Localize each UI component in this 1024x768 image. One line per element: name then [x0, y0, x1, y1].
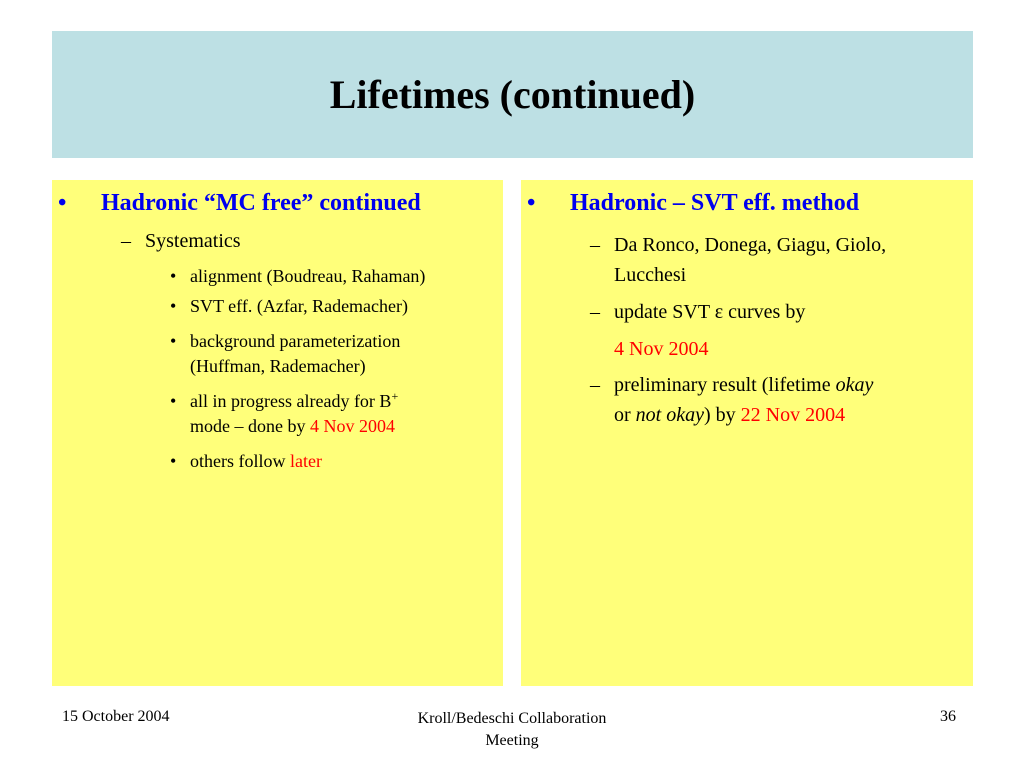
right-panel [521, 180, 973, 686]
dash-icon: – [590, 301, 600, 323]
bullet-icon: • [527, 190, 536, 216]
footer-date: 15 October 2004 [62, 708, 170, 725]
slide-title: Lifetimes (continued) [329, 72, 696, 117]
dash-icon: – [121, 230, 131, 252]
page-number: 36 [940, 708, 956, 725]
bullet-icon: • [170, 266, 177, 286]
deadline-date: 22 Nov 2004 [740, 404, 846, 426]
bullet-icon: • [170, 451, 177, 471]
bullet-icon: • [170, 296, 177, 316]
dash-icon: – [590, 234, 600, 256]
list-item: • all in progress already for B+ mode – done by 4 Nov 2004 [170, 389, 399, 436]
list-item: – update SVT ε curves by [614, 297, 805, 327]
dash-icon: – [590, 374, 600, 396]
deadline-date: 4 Nov 2004 [309, 416, 395, 436]
deadline-date: 4 Nov 2004 [614, 338, 709, 360]
left-subheading: – Systematics [121, 230, 241, 252]
list-item: – Da Ronco, Donega, Giagu, Giolo, Lucchesi [614, 230, 969, 290]
list-item: • alignment (Boudreau, Rahaman) [190, 264, 425, 289]
list-item: • background parameterization (Huffman, Rademacher) [170, 331, 401, 376]
list-item: • SVT eff. (Azfar, Rademacher) [190, 294, 408, 319]
bullet-icon: • [170, 331, 177, 351]
left-panel [52, 180, 503, 686]
epsilon-symbol: ε [714, 301, 724, 323]
list-item: – preliminary result (lifetime okay or not okay) by 22 Nov 2004 [614, 370, 969, 430]
left-heading: • Hadronic “MC free” continued [58, 190, 421, 216]
bullet-icon: • [58, 190, 67, 216]
footer-meeting: Kroll/Bedeschi Collaboration Meeting [417, 710, 607, 749]
title-banner [52, 31, 973, 158]
bullet-icon: • [170, 391, 177, 411]
list-item: • others follow later [190, 449, 322, 474]
highlight-later: later [289, 451, 322, 471]
right-heading: • Hadronic – SVT eff. method [527, 190, 860, 216]
